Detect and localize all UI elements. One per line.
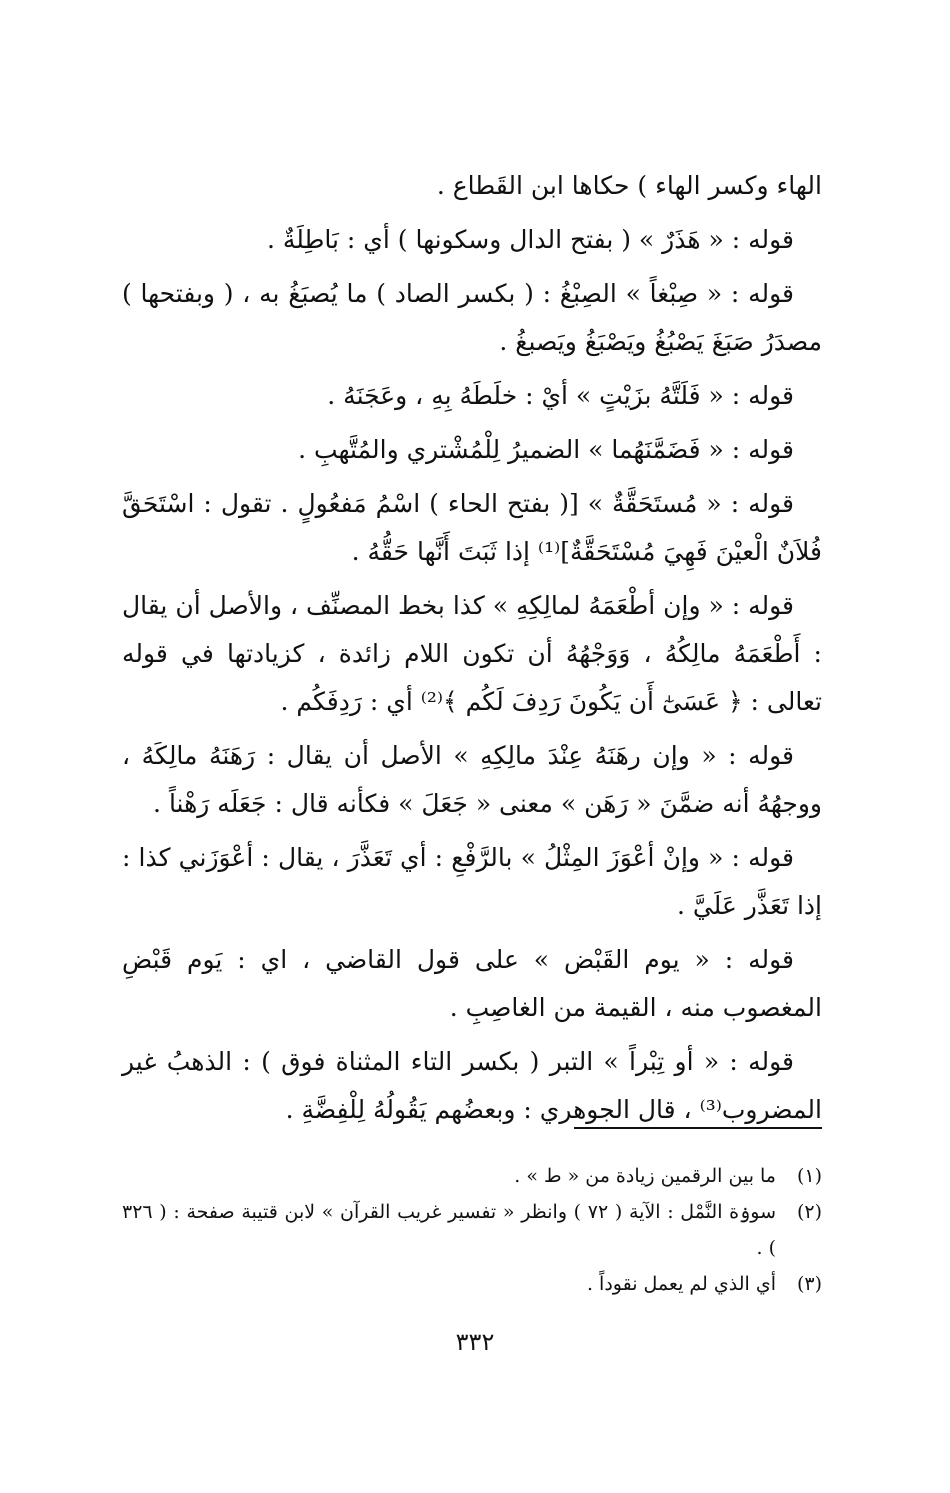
entry-mustahaqqa: قوله : « مُستَحَقَّةٌ » [( بفتح الحاء ) اسْمُ مَفعُولٍ . تقول : اسْتَحَقَّ فُلاَنٌ الْعيْنَ فَهِيَ مُسْتَحَقَّةٌ]⁽¹⁾ إذا ثَبَتَ أَنَّها حَقُّهُ .: [122, 489, 822, 566]
entry-fadammanahuma: قوله : « فَضَمَّنَهُما » الضميرُ لِلْمُشْتري والمُتَّهبِ .: [298, 435, 794, 464]
entry-sibgh: قوله : « صِبْغاً » الصِبْغُ : ( بكسر الصاد ) ما يُصبَغُ به ، ( وبفتحها ) مصدَرُ صَبَغَ يَصْبُغُ ويَصْبَغُ ويَصبغُ .: [122, 279, 822, 356]
footnotes: [122, 1158, 822, 1302]
entry-rahanahu: قوله : « وإن رهَنَهُ عِنْدَ مالِكِهِ » الأصل أن يقال : رَهَنَهُ مالِكَهُ ، ووجهُهُ أنه ضمَّنَ « رَهَن » معنى « جَعَلَ » فكأنه قال : جَعَلَه رَهْناً .: [122, 741, 822, 818]
entry-falattahu: قوله : « فَلَتَّهُ بزَيْتٍ » أيْ : خلَطَهُ بِهِ ، وعَجَنَهُ .: [327, 381, 794, 410]
page-number: ٣٣٢: [455, 1328, 495, 1356]
text-line-1: الهاء وكسر الهاء ) حكاها ابن القَطاع .: [436, 171, 822, 200]
footnote-3: [122, 1266, 822, 1302]
footnote-1: [122, 1158, 822, 1194]
entry-atamahu: قوله : « وإن أطْعَمَهُ لمالِكِهِ » كذا بخط المصنِّف ، والأصل أن يقال : أَطْعَمَهُ مالِكُهُ ، وَوَجْهُهُ أن تكون اللام زائدة ، كزيادتها في قوله تعالى : ﴿ عَسَىٰٓ أَن يَكُونَ رَدِفَ لَكُم ﴾⁽²⁾ أي : رَدِفَكُم .: [122, 591, 822, 716]
footnote-2: [122, 1194, 822, 1266]
entry-hadhar: قوله : « هَذَرٌ » ( بفتح الدال وسكونها ) أي : بَاطِلَةٌ .: [266, 225, 794, 254]
entry-tibr: قوله : « أو تِبْراً » التبر ( بكسر التاء المثناة فوق ) : الذهبُ غير المضروب⁽³⁾ ، قال الجوهري : وبعضُهم يَقُولُهُ لِلْفِضَّةِ .: [122, 1047, 822, 1124]
footnote-text: ما بين الرقمين زيادة من « ط » .: [514, 1165, 776, 1187]
main-text: [122, 162, 822, 1140]
footnote-number: (٣): [796, 1273, 822, 1295]
footnote-divider: [574, 1127, 822, 1129]
footnote-text: أي الذي لم يعمل نقوداً .: [586, 1273, 776, 1295]
footnote-number: (٢): [796, 1201, 822, 1223]
entry-yawm-alqabd: قوله : « يوم القَبْض » على قول القاضي ، اي : يَوم قَبْضِ المغصوب منه ، القيمة من الغاصِبِ .: [122, 945, 822, 1022]
footnote-number: (١): [796, 1165, 822, 1187]
entry-awaz: قوله : « وإنْ أعْوَزَ المِثْلُ » بالرَّفْعِ : أي تَعَذَّرَ ، يقال : أعْوَزَني كذا : إذا تَعَذَّر عَلَيَّ .: [122, 843, 822, 920]
footnote-text: سوۏة النَّمْل : الآية ( ٧٢ ) وانظر « تفسير غريب القرآن » لابن قتيبة صفحة : ( ٣٢٦ ) .: [122, 1201, 776, 1259]
